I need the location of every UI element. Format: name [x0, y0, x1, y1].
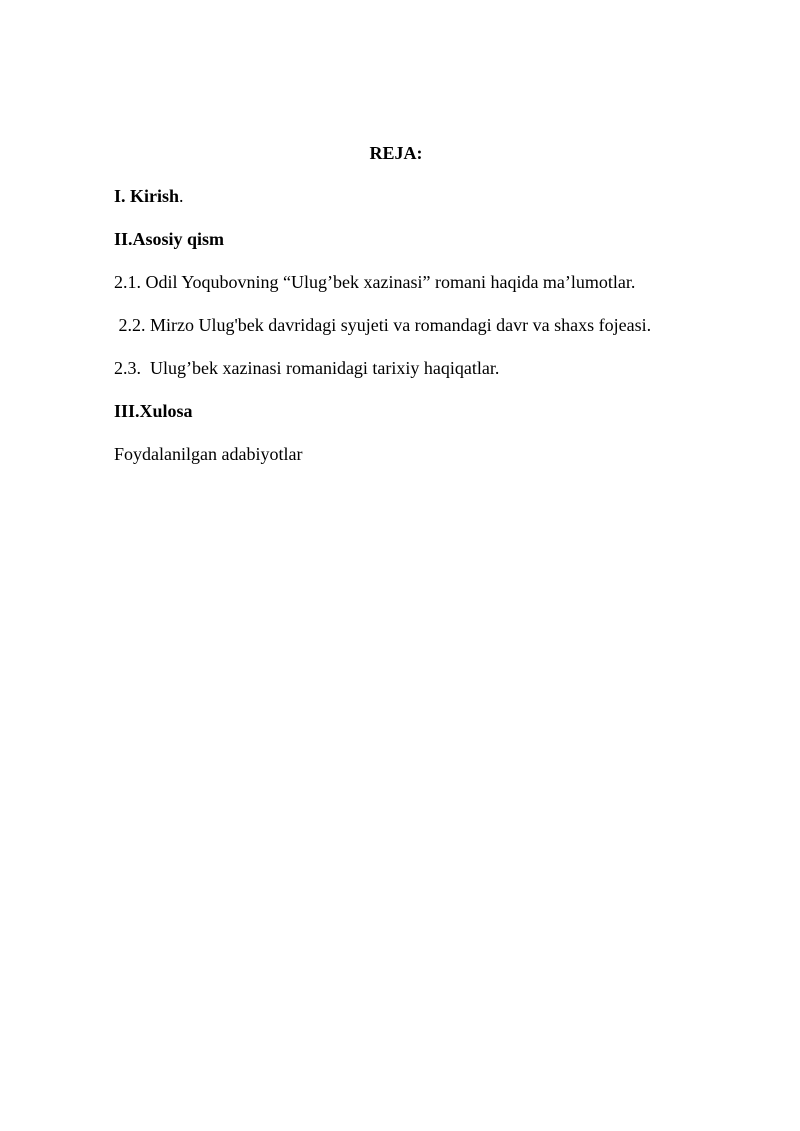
plan-title: REJA: — [369, 143, 423, 163]
references-heading: Foydalanilgan adabiyotlar — [114, 444, 303, 464]
intro-suffix: . — [179, 186, 184, 206]
intro-label: I. Kirish — [114, 186, 180, 206]
list-item-2-2: 2.2. Mirzo Ulug'bek davridagi syujeti va romandagi davr va shaxs fojeasi. — [114, 315, 652, 335]
list-item-2-1: 2.1. Odil Yoqubovning “Ulug’bek xazinasi” romani haqida ma’lumotlar. — [114, 272, 636, 292]
list-item-2-3: 2.3. Ulug’bek xazinasi romanidagi tarixiy haqiqatlar. — [114, 358, 500, 378]
intro-heading — [114, 184, 184, 208]
conclusion-heading: III.Xulosa — [114, 401, 193, 421]
main-part-heading: II.Asosiy qism — [114, 229, 225, 249]
